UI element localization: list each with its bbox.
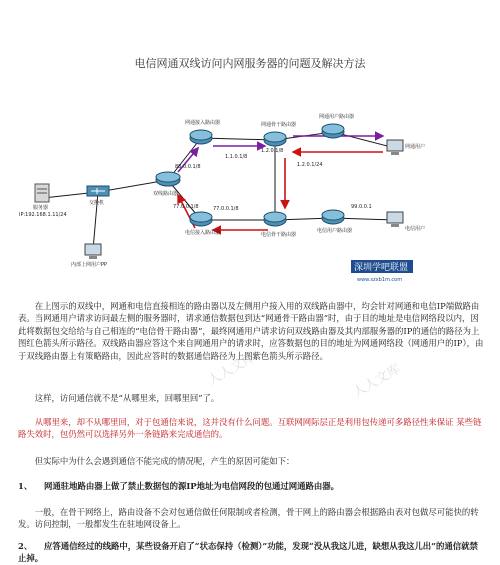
label-wt-access: 网通接入路由器 [185, 120, 221, 126]
paragraph-2: 这样，访问通信就不是“从哪里来，回哪里回”了。 [34, 393, 220, 403]
label-server: 服务器 [33, 205, 49, 211]
list-item-2-number: 2、 [18, 541, 33, 551]
ip-dual-top: 88.0.0.1/8 [175, 164, 201, 170]
label-wt-backbone: 网通骨干路由器 [261, 122, 297, 128]
ip-wt-user: 1.2.0.1/24 [297, 162, 323, 168]
switch-icon [87, 186, 109, 196]
label-wt-user-router: 网通用户路由器 [319, 114, 355, 120]
list-item-2-text: 应答通信经过的线路中，某些设备开启了“状态保持（检测）”功能，发现“没从我这儿进，缺想从我这儿出”的通信就禁止掉。 [18, 541, 478, 564]
watermark-2: 人人文库 [350, 361, 404, 401]
paragraph-5: 一般，在骨干网络上，路由设备不会对包通信做任何限制或者检测，骨干网上的路由器会根据路由表对包做尽可能快的转发。访问控制，一般都发生在驻地网设备上。 [18, 507, 479, 530]
server-icon [35, 184, 49, 202]
label-lan-pc: 内部上网用户PP [71, 262, 108, 268]
label-dx-backbone: 电信骨干路由器 [261, 232, 297, 238]
list-item-2 [18, 540, 484, 565]
network-diagram [13, 80, 488, 290]
paragraph-3-highlight: 从哪里来，却不从哪里回，对于包通信来说，这并没有什么问题。互联网网际层正是利用包传递可多路径性来保证 某些链路失效时，包仍然可以选择另外一条链路来完成通信的。 [18, 417, 482, 440]
document-title: 电信网通双线访问内网服务器的问题及解决方法 [134, 57, 366, 70]
brand-name: 深圳学吧联盟 [354, 263, 409, 273]
label-dx-user: 电信用户 [405, 226, 426, 232]
brand-url: www.szxb1m.com [357, 277, 403, 283]
label-server-ip: IP:192.168.1.11/24 [19, 212, 67, 218]
ip-wt-mid: 1.1.0.1/8 [225, 154, 248, 160]
ip-dx-mid: 77.0.0.1/8 [173, 204, 199, 210]
list-item-1 [18, 480, 484, 492]
paragraph-4: 但实际中为什么会遇到通信不能完成的情况呢，产生的原因可能如下： [34, 456, 295, 466]
ip-dx-user: 99.0.0.1 [351, 204, 372, 210]
label-wt-user: 网通用户 [405, 144, 426, 150]
label-dx-access: 电信接入路由器 [185, 230, 221, 236]
ip-dual-bot: 77.0.0.1/8 [213, 206, 239, 212]
paragraph-1: 在上图示的双线中，网通和电信直接相连的路由器以及左侧用户接入用的双线路由器中，均会针对网通和电信IP端做路由表。当网通用户请求访问最左侧的服务器时，请求通信数据包到达“网通骨干路由器”时，由于目的地址是电信网络段以内，因此将数据包交给给与自己相连的“电信骨干路由器”，最终网通用户请求访问双线路由器及其内部服务器的IP的通信的路径为上图红色箭头所示路径。双线路由器应答这个来自网通用户的请求时，应答数据包的目的地址为网通网络段（网通用户的IP），由于双线路由器上有策略路由，因此应答时的数据通信路径为上图紫色箭头所示路径。 [18, 301, 484, 361]
label-switch: 交换机 [89, 200, 105, 206]
ip-wt-top: 1.2.0.1/8 [261, 148, 284, 154]
label-dx-user-router: 电信用户路由器 [317, 228, 353, 234]
watermark-1: 人人文库 [205, 349, 259, 389]
list-item-1-text: 网通驻地路由器上做了禁止数据包的源IP地址为电信网段的包通过网通路由器。 [44, 481, 339, 491]
label-dual-router: 双线路由器 [153, 191, 179, 197]
list-item-1-number: 1、 [18, 481, 33, 491]
